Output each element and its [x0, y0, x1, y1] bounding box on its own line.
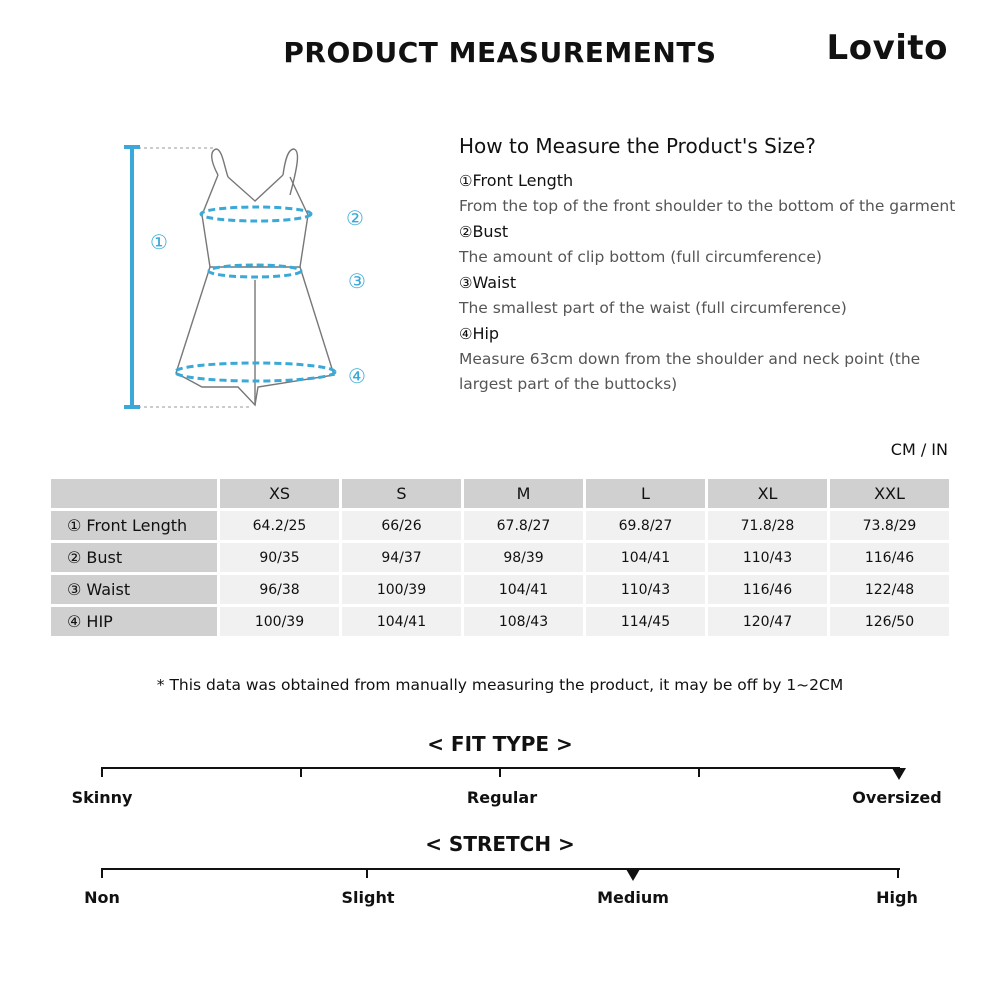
page-title: PRODUCT MEASUREMENTS	[283, 36, 717, 69]
stretch-label-high: High	[876, 888, 918, 907]
marker-waist: ③	[348, 269, 366, 293]
dress-outline-icon	[110, 135, 400, 420]
measurement-guide	[459, 134, 959, 397]
guide-item-number: ①	[459, 172, 473, 190]
table-cell: 100/39	[342, 575, 461, 604]
guide-item-number: ②	[459, 223, 473, 241]
guide-item-hip	[459, 321, 959, 397]
table-cell: 120/47	[708, 607, 827, 636]
stretch-selected-marker-icon	[626, 869, 640, 881]
table-cell: 90/35	[220, 543, 339, 572]
size-header-m: M	[464, 479, 583, 508]
guide-item-number: ④	[459, 325, 473, 343]
marker-bust: ②	[346, 206, 364, 230]
fit-type-tick	[698, 767, 700, 777]
fit-type-title: < FIT TYPE >	[427, 732, 573, 756]
table-cell: 66/26	[342, 511, 461, 540]
table-cell: 71.8/28	[708, 511, 827, 540]
guide-item-waist	[459, 270, 959, 321]
guide-item-number: ③	[459, 274, 473, 292]
table-cell: 94/37	[342, 543, 461, 572]
stretch-tick	[366, 868, 368, 878]
guide-item-front-length	[459, 168, 959, 219]
row-label-bust: ② Bust	[51, 543, 217, 572]
table-corner	[51, 479, 217, 508]
fit-type-tick	[300, 767, 302, 777]
table-cell: 64.2/25	[220, 511, 339, 540]
measurement-note: * This data was obtained from manually measuring the product, it may be off by 1~2CM	[156, 676, 844, 694]
table-cell: 114/45	[586, 607, 705, 636]
stretch-label-non: Non	[84, 888, 120, 907]
table-cell: 69.8/27	[586, 511, 705, 540]
marker-hip: ④	[348, 364, 366, 388]
table-cell: 116/46	[830, 543, 949, 572]
garment-diagram	[110, 135, 400, 424]
table-cell: 104/41	[342, 607, 461, 636]
table-cell: 116/46	[708, 575, 827, 604]
stretch-label-medium: Medium	[597, 888, 669, 907]
guide-item-label: Hip	[472, 324, 500, 343]
fit-type-label-oversized: Oversized	[852, 788, 942, 807]
size-header-xl: XL	[708, 479, 827, 508]
size-table	[48, 476, 952, 639]
unit-label: CM / IN	[890, 440, 948, 459]
fit-type-label-skinny: Skinny	[71, 788, 133, 807]
guide-item-label: Front Length	[472, 171, 574, 190]
table-cell: 67.8/27	[464, 511, 583, 540]
size-header-s: S	[342, 479, 461, 508]
marker-front-length: ①	[150, 230, 168, 254]
guide-item-label: Bust	[472, 222, 509, 241]
guide-item-description: The amount of clip bottom (full circumference)	[459, 248, 822, 266]
guide-item-bust	[459, 219, 959, 270]
table-cell: 110/43	[586, 575, 705, 604]
table-row	[51, 575, 949, 604]
table-cell: 73.8/29	[830, 511, 949, 540]
fit-type-tick	[101, 767, 103, 777]
stretch-title: < STRETCH >	[425, 832, 575, 856]
row-label-front-length: ① Front Length	[51, 511, 217, 540]
stretch-tick	[101, 868, 103, 878]
guide-item-label: Waist	[472, 273, 517, 292]
table-cell: 104/41	[464, 575, 583, 604]
table-cell: 122/48	[830, 575, 949, 604]
table-row	[51, 511, 949, 540]
table-row	[51, 543, 949, 572]
table-row	[51, 607, 949, 636]
stretch-label-slight: Slight	[341, 888, 395, 907]
size-header-row	[51, 479, 949, 508]
guide-heading: How to Measure the Product's Size?	[459, 134, 816, 158]
fit-type-label-regular: Regular	[466, 788, 538, 807]
brand-logo: Lovito	[826, 28, 948, 68]
guide-item-description: From the top of the front shoulder to the bottom of the garment	[459, 197, 956, 215]
fit-type-tick	[499, 767, 501, 777]
size-header-xxl: XXL	[830, 479, 949, 508]
table-cell: 100/39	[220, 607, 339, 636]
size-header-l: L	[586, 479, 705, 508]
fit-type-scale	[102, 767, 900, 769]
table-cell: 98/39	[464, 543, 583, 572]
table-cell: 126/50	[830, 607, 949, 636]
table-cell: 96/38	[220, 575, 339, 604]
size-header-xs: XS	[220, 479, 339, 508]
table-cell: 108/43	[464, 607, 583, 636]
guide-item-description: Measure 63cm down from the shoulder and neck point (the largest part of the buttocks)	[459, 350, 921, 393]
fit-type-selected-marker-icon	[892, 768, 906, 780]
stretch-tick	[897, 868, 899, 878]
row-label-hip: ④ HIP	[51, 607, 217, 636]
table-cell: 104/41	[586, 543, 705, 572]
guide-item-description: The smallest part of the waist (full circumference)	[459, 299, 847, 317]
row-label-waist: ③ Waist	[51, 575, 217, 604]
stretch-scale	[102, 868, 900, 870]
table-cell: 110/43	[708, 543, 827, 572]
